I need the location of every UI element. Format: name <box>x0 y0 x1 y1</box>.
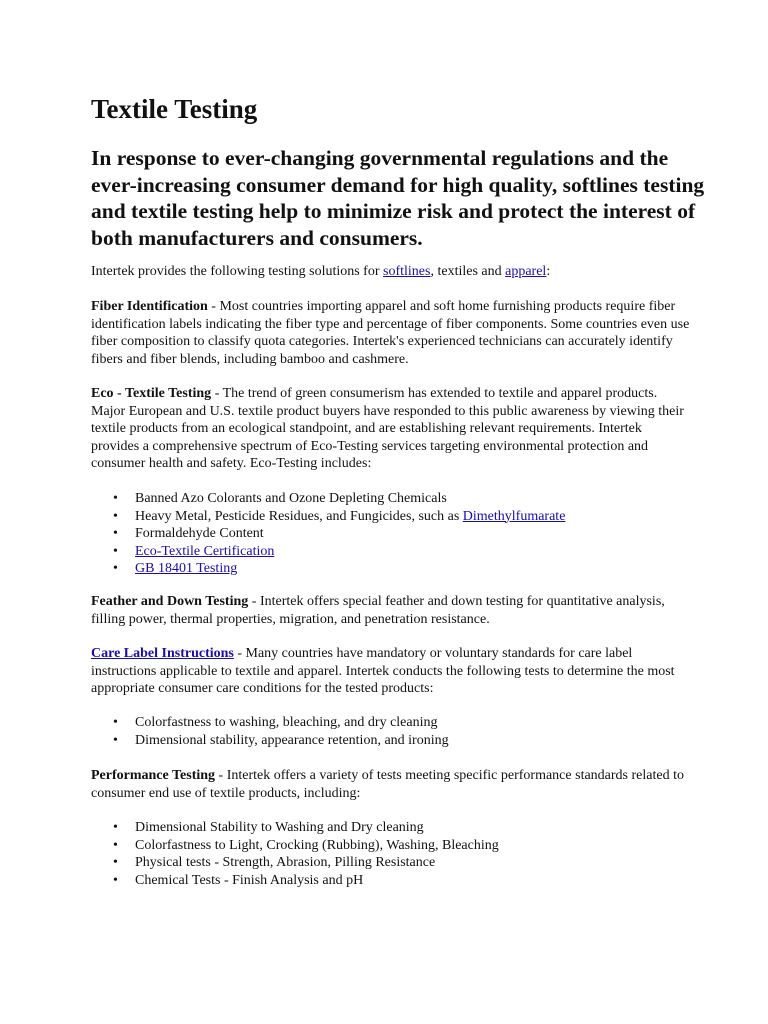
list-item-text: Physical tests - Strength, Abrasion, Pilling Resistance <box>135 855 436 870</box>
list-item <box>91 819 499 837</box>
list-item <box>91 508 565 526</box>
fiber-identification-text: - Most countries importing apparel and soft home furnishing products require fiber identification labels indicating the fiber type and percentage of fiber components. Some countries even use fiber composition to classify quota categories. Intertek's experienced technicians can accurately identify fibers and fiber blends, including bamboo and cashmere. <box>91 299 690 367</box>
eco-textile-text: - The trend of green consumerism has extended to textile and apparel products. Major European and U.S. textile product buyers have responded to this public awareness by viewing their textile products from an ecological standpoint, and are establishing relevant requirements. Intertek provides a comprehensive spectrum of Eco-Testing services targeting environmental protection and consumer health and safety. Eco-Testing includes: <box>91 386 684 471</box>
bullet-icon: • <box>113 543 118 559</box>
page-title: Textile Testing <box>91 94 258 124</box>
eco-testing-list <box>91 490 565 578</box>
page-subtitle: In response to ever-changing governmental regulations and the ever-increasing consumer demand for high quality, softlines testing and textile testing help to minimize risk and protect the interest of both manufacturers and consumers. <box>91 146 705 250</box>
gb-18401-testing-link[interactable]: GB 18401 Testing <box>135 561 238 576</box>
bullet-icon: • <box>113 491 118 506</box>
intro-paragraph <box>91 263 691 281</box>
list-item-text: Banned Azo Colorants and Ozone Depleting Chemicals <box>135 491 447 506</box>
bullet-icon: • <box>113 508 118 524</box>
care-label-paragraph <box>91 645 691 698</box>
list-item <box>91 560 565 578</box>
feather-down-text: - Intertek offers special feather and down testing for quantitative analysis, filling power, thermal properties, migration, and penetration resistance. <box>91 594 665 627</box>
list-item-text: Heavy Metal, Pesticide Residues, and Fungicides, such as <box>135 508 463 524</box>
list-item <box>91 490 565 508</box>
list-item-text: Dimensional Stability to Washing and Dry cleaning <box>135 820 424 835</box>
bullet-icon: • <box>113 526 118 541</box>
list-item <box>91 837 499 855</box>
bullet-icon: • <box>113 837 118 853</box>
dimethylfumarate-link[interactable]: Dimethylfumarate <box>462 508 566 524</box>
apparel-link[interactable]: apparel <box>505 264 547 279</box>
fiber-identification-heading: Fiber Identification <box>91 299 208 314</box>
list-item <box>91 543 565 561</box>
list-item <box>91 732 449 750</box>
performance-testing-text: - Intertek offers a variety of tests meeting specific performance standards related to consumer end use of textile products, including: <box>91 768 684 801</box>
eco-textile-paragraph <box>91 385 691 473</box>
performance-testing-heading: Performance Testing <box>91 768 216 783</box>
list-item <box>91 525 565 543</box>
care-label-text: - Many countries have mandatory or voluntary standards for care label instructions applicable to textile and apparel. Intertek conducts the following tests to determine the most appropriate consumer care conditions for the tested products: <box>91 646 675 696</box>
eco-textile-certification-link[interactable]: Eco-Textile Certification <box>135 543 275 559</box>
performance-testing-paragraph <box>91 767 691 802</box>
care-label-list <box>91 714 449 749</box>
bullet-icon: • <box>113 855 118 870</box>
intro-text-before: Intertek provides the following testing solutions for <box>91 264 384 279</box>
bullet-icon: • <box>113 872 118 888</box>
list-item <box>91 872 499 890</box>
bullet-icon: • <box>113 715 118 730</box>
list-item-text: Chemical Tests - Finish Analysis and pH <box>135 872 364 888</box>
intro-text-middle: , textiles and <box>430 264 506 279</box>
list-item-text: Colorfastness to washing, bleaching, and dry cleaning <box>135 715 438 730</box>
list-item-text: Dimensional stability, appearance retention, and ironing <box>135 732 449 748</box>
eco-textile-heading: Eco - Textile Testing <box>91 386 212 401</box>
list-item-text: Colorfastness to Light, Crocking (Rubbing), Washing, Bleaching <box>135 837 499 853</box>
bullet-icon: • <box>113 820 118 835</box>
bullet-icon: • <box>113 561 118 576</box>
list-item <box>91 854 499 872</box>
list-item-text: Formaldehyde Content <box>135 526 264 541</box>
fiber-identification-paragraph <box>91 298 691 368</box>
feather-down-paragraph <box>91 593 691 628</box>
softlines-link[interactable]: softlines <box>383 264 431 279</box>
bullet-icon: • <box>113 732 118 748</box>
care-label-instructions-link[interactable]: Care Label Instructions <box>91 646 234 661</box>
list-item <box>91 714 449 732</box>
performance-testing-list <box>91 819 499 889</box>
intro-text-after: : <box>546 264 551 279</box>
feather-down-heading: Feather and Down Testing <box>91 594 249 609</box>
